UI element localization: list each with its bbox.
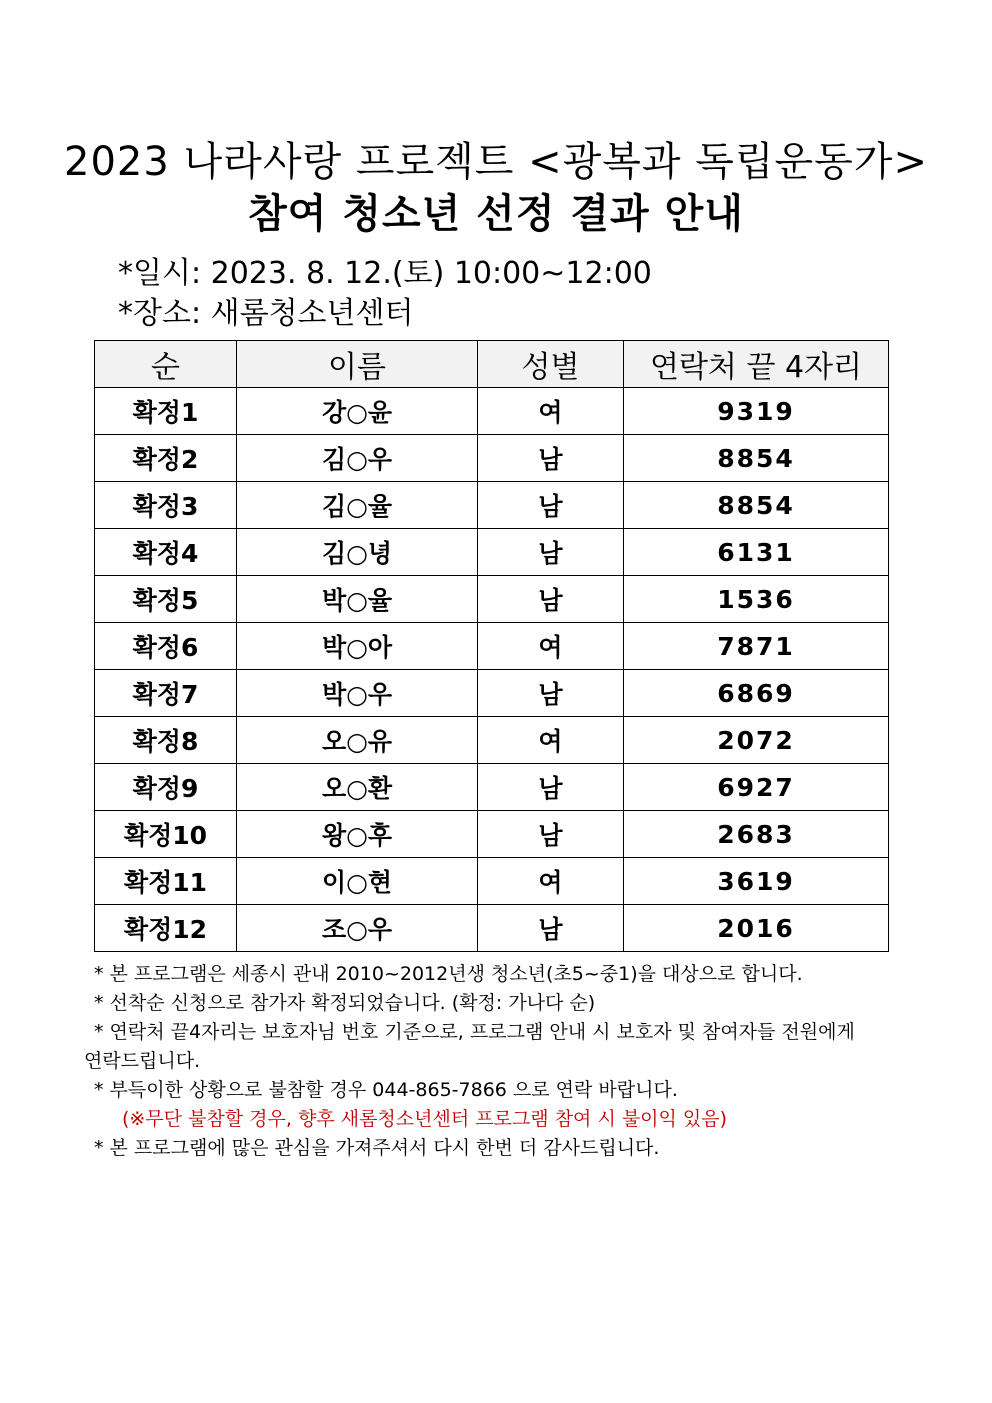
cell-order: 확정7: [95, 670, 237, 717]
table-row: [95, 764, 889, 811]
cell-gender: 남: [478, 576, 624, 623]
event-place: *장소: 새롬청소년센터: [118, 296, 414, 331]
cell-order: 확정1: [95, 388, 237, 435]
cell-order: 확정4: [95, 529, 237, 576]
cell-phone: 7871: [624, 623, 889, 670]
header-phone: 연락처 끝 4자리: [624, 341, 889, 388]
cell-phone: 6927: [624, 764, 889, 811]
note-contact-basis: * 연락처 끝4자리는 보호자님 번호 기준으로, 프로그램 안내 시 보호자 및 참여자들 전원에게: [94, 1021, 855, 1043]
note-eligibility: * 본 프로그램은 세종시 관내 2010~2012년생 청소년(초5~중1)을 대상으로 합니다.: [94, 963, 803, 985]
cell-order: 확정11: [95, 858, 237, 905]
note-contact-basis-continued: 연락드립니다.: [84, 1050, 201, 1072]
table-row: [95, 529, 889, 576]
table-row: [95, 388, 889, 435]
document-title-line2: 참여 청소년 선정 결과 안내: [248, 191, 744, 237]
note-selection-order: * 선착순 신청으로 참가자 확정되었습니다. (확정: 가나다 순): [94, 992, 596, 1014]
cell-phone: 2072: [624, 717, 889, 764]
note-thanks: * 본 프로그램에 많은 관심을 가져주셔서 다시 한번 더 감사드립니다.: [94, 1137, 660, 1159]
cell-order: 확정2: [95, 435, 237, 482]
cell-phone: 2016: [624, 905, 889, 952]
cell-order: 확정3: [95, 482, 237, 529]
event-date: *일시: 2023. 8. 12.(토) 10:00~12:00: [118, 256, 652, 291]
cell-order: 확정12: [95, 905, 237, 952]
cell-name: 김○녕: [237, 529, 478, 576]
cell-gender: 남: [478, 482, 624, 529]
table-header-row: [95, 341, 889, 388]
cell-phone: 1536: [624, 576, 889, 623]
cell-gender: 남: [478, 529, 624, 576]
cell-phone: 6869: [624, 670, 889, 717]
table-row: [95, 905, 889, 952]
cell-name: 오○유: [237, 717, 478, 764]
cell-gender: 여: [478, 858, 624, 905]
header-gender: 성별: [478, 341, 624, 388]
cell-gender: 남: [478, 905, 624, 952]
cell-order: 확정6: [95, 623, 237, 670]
cell-phone: 8854: [624, 435, 889, 482]
document-title-line1: 2023 나라사랑 프로젝트 <광복과 독립운동가>: [64, 139, 928, 185]
cell-phone: 3619: [624, 858, 889, 905]
table-row: [95, 670, 889, 717]
cell-name: 오○환: [237, 764, 478, 811]
cell-phone: 2683: [624, 811, 889, 858]
cell-gender: 남: [478, 435, 624, 482]
table-row: [95, 717, 889, 764]
cell-phone: 9319: [624, 388, 889, 435]
cell-order: 확정8: [95, 717, 237, 764]
cell-name: 박○아: [237, 623, 478, 670]
participant-table: [94, 340, 889, 952]
header-order: 순: [95, 341, 237, 388]
cell-phone: 8854: [624, 482, 889, 529]
cell-name: 박○율: [237, 576, 478, 623]
cell-name: 이○현: [237, 858, 478, 905]
table-row: [95, 482, 889, 529]
cell-order: 확정9: [95, 764, 237, 811]
cell-name: 김○율: [237, 482, 478, 529]
note-absence-contact: * 부득이한 상황으로 불참할 경우 044-865-7866 으로 연락 바랍니다.: [94, 1079, 678, 1101]
cell-gender: 남: [478, 811, 624, 858]
cell-name: 김○우: [237, 435, 478, 482]
header-name: 이름: [237, 341, 478, 388]
notes-section: [84, 960, 902, 1163]
table-row: [95, 623, 889, 670]
table-row: [95, 811, 889, 858]
cell-gender: 남: [478, 764, 624, 811]
cell-gender: 여: [478, 717, 624, 764]
table-row: [95, 576, 889, 623]
cell-order: 확정10: [95, 811, 237, 858]
cell-gender: 여: [478, 388, 624, 435]
cell-name: 왕○후: [237, 811, 478, 858]
table-row: [95, 858, 889, 905]
table-row: [95, 435, 889, 482]
note-absence-warning: (※무단 불참할 경우, 향후 새롬청소년센터 프로그램 참여 시 불이익 있음): [122, 1108, 728, 1130]
cell-name: 박○우: [237, 670, 478, 717]
cell-gender: 여: [478, 623, 624, 670]
cell-gender: 남: [478, 670, 624, 717]
cell-phone: 6131: [624, 529, 889, 576]
cell-order: 확정5: [95, 576, 237, 623]
cell-name: 조○우: [237, 905, 478, 952]
cell-name: 강○윤: [237, 388, 478, 435]
